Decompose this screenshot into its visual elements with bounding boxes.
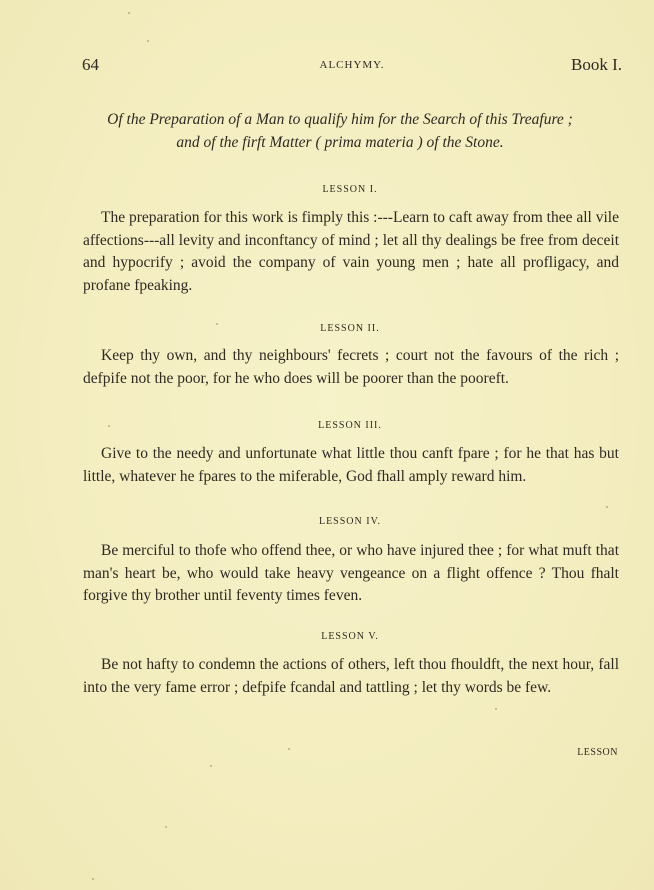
lesson-3-heading: LESSON III. [318,420,382,431]
page-number: 64 [82,55,99,74]
catchword: LESSON [577,747,618,758]
book-label: Book I. [571,55,622,74]
lesson-1-heading: LESSON I. [322,184,378,195]
paper-speck [216,323,218,325]
page-header [82,55,622,81]
lesson-4-text: Be merciful to thofe who offend thee, or who have injured thee ; for what muft that man's heart be, who would take heavy vengeance on a flight offence ? Thou fhalt forgive thy brother until feventy times feven. [83,542,619,604]
paper-speck [495,708,497,710]
paper-speck [108,425,110,427]
lesson-4-heading: LESSON IV. [318,516,382,527]
paper-speck [128,12,130,14]
paper-speck [606,506,608,508]
paper-speck [147,40,149,42]
chapter-title-line-2: and of the firft Matter ( prima materia ) of the Stone. [176,134,504,151]
lesson-5-text: Be not hafty to condemn the actions of others, left thou fhouldft, the next hour, fall into the very fame error ; defpife fcandal and tattling ; let thy words be few. [83,656,619,696]
lesson-1-text: The preparation for this work is fimply this :---Learn to caft away from thee all vile affections---all levity and inconftancy of mind ; let all thy dealings be free from deceit and hypocrify ; avoid the company of vain young men ; hate all profligacy, and profane fpeaking. [83,209,619,294]
chapter-title-line-1: Of the Preparation of a Man to qualify him for the Search of this Treafure ; [107,111,573,128]
lesson-5-heading: LESSON V. [321,631,379,642]
paper-speck [92,878,94,880]
paper-speck [210,765,212,767]
running-title: ALCHYMY. [319,59,385,71]
lesson-2-heading: LESSON II. [320,323,380,334]
lesson-2-text: Keep thy own, and thy neighbours' fecrets ; court not the favours of the rich ; defpife not the poor, for he who does will be poorer than the pooreft. [83,347,619,387]
paper-speck [165,826,167,828]
paper-speck [288,748,290,750]
chapter-title [60,108,620,154]
lesson-3-text: Give to the needy and unfortunate what little thou canft fpare ; for he that has but little, whatever he fpares to the miferable, God fhall amply reward him. [83,445,619,485]
